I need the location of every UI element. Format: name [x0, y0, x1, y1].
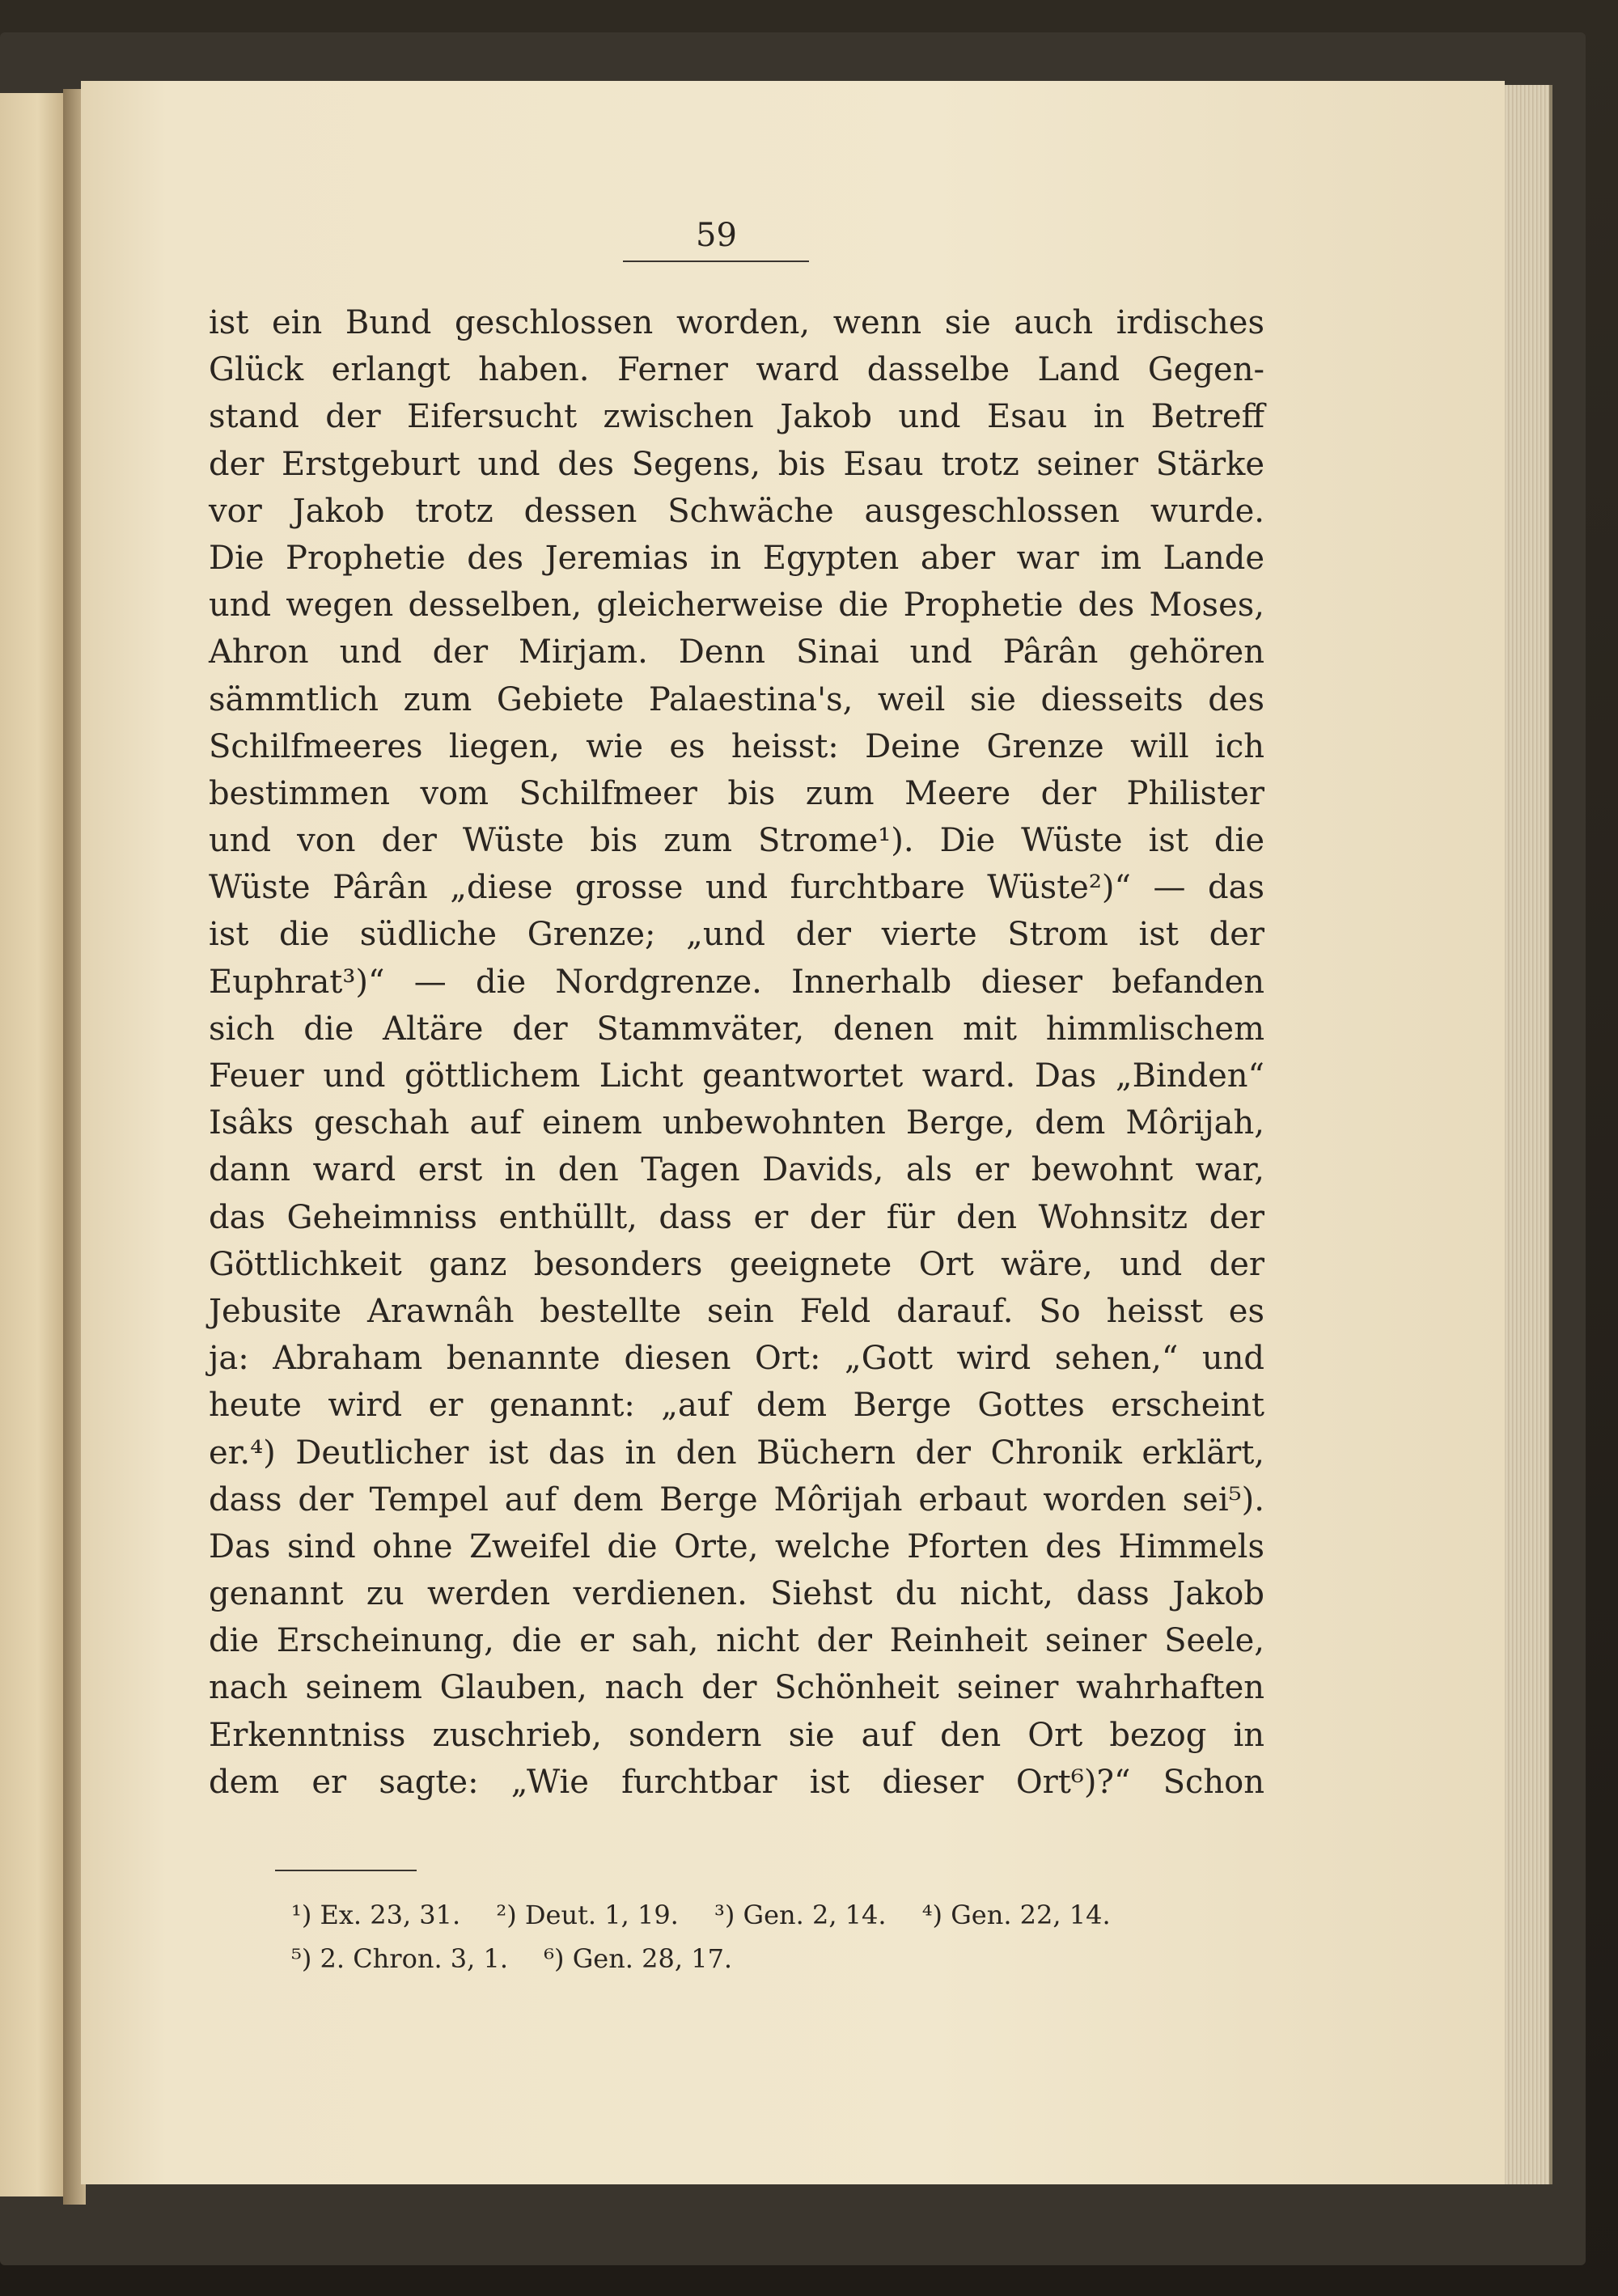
text-line: vor Jakob trotz dessen Schwäche ausgeschlossen wurde. — [209, 492, 1264, 530]
text-line: ist die südliche Grenze; „und der vierte Strom ist der — [209, 916, 1264, 954]
text-line: sämmtlich zum Gebiete Palaestina's, weil sie diesseits des — [209, 680, 1264, 718]
body-text — [209, 299, 1264, 1806]
text-line: Göttlichkeit ganz besonders geeignete Ort wäre, und der — [209, 1245, 1264, 1283]
text-line: Schilfmeeres liegen, wie es heisst: Deine Grenze will ich — [209, 727, 1264, 765]
text-line: Wüste Pârân „diese grosse und furchtbare Wüste²)“ — das — [209, 869, 1264, 907]
footnote: ⁴) Gen. 22, 14. — [921, 1900, 1111, 1930]
text-line: das Geheimniss enthüllt, dass er der für den Wohnsitz der — [209, 1198, 1264, 1236]
text-line: Glück erlangt haben. Ferner ward dasselbe Land Gegen- — [209, 351, 1264, 389]
text-line: dass der Tempel auf dem Berge Môrijah erbaut worden sei⁵). — [209, 1481, 1264, 1519]
text-line: ist ein Bund geschlossen worden, wenn sie auch irdisches — [209, 304, 1264, 341]
text-line: genannt zu werden verdienen. Siehst du nicht, dass Jakob — [209, 1575, 1264, 1613]
text-line: der Erstgeburt und des Segens, bis Esau trotz seiner Stärke — [209, 445, 1264, 483]
text-line: Feuer und göttlichem Licht geantwortet ward. Das „Binden“ — [209, 1057, 1264, 1095]
footnote: ⁵) 2. Chron. 3, 1. — [291, 1943, 509, 1974]
text-line: dem er sagte: „Wie furchtbar ist dieser Ort⁶)?“ Schon — [209, 1763, 1264, 1801]
text-line: Jebusite Arawnâh bestellte sein Feld darauf. So heisst es — [209, 1292, 1264, 1330]
text-line: er.⁴) Deutlicher ist das in den Büchern der Chronik erklärt, — [209, 1434, 1264, 1472]
text-line: die Erscheinung, die er sah, nicht der Reinheit seiner Seele, — [209, 1622, 1264, 1660]
text-line: dann ward erst in den Tagen Davids, als er bewohnt war, — [209, 1151, 1264, 1189]
footnote: ⁶) Gen. 28, 17. — [544, 1943, 733, 1974]
footnote: ¹) Ex. 23, 31. — [291, 1900, 461, 1930]
text-line: Isâks geschah auf einem unbewohnten Berge, dem Môrijah, — [209, 1104, 1264, 1142]
footnote-line — [291, 1893, 1262, 1937]
footnote-rule — [275, 1870, 417, 1871]
text-line: Ahron und der Mirjam. Denn Sinai und Pârân gehören — [209, 633, 1264, 671]
text-line: sich die Altäre der Stammväter, denen mit himmlischem — [209, 1010, 1264, 1048]
footnote: ²) Deut. 1, 19. — [496, 1900, 679, 1930]
footnote-line — [291, 1937, 1262, 1980]
text-line: stand der Eifersucht zwischen Jakob und Esau in Betreff — [209, 398, 1264, 436]
text-line: Die Prophetie des Jeremias in Egypten aber war im Lande — [209, 539, 1264, 577]
text-line: Das sind ohne Zweifel die Orte, welche Pforten des Himmels — [209, 1527, 1264, 1565]
header-rule — [623, 261, 809, 262]
text-line: ja: Abraham benannte diesen Ort: „Gott wird sehen,“ und — [209, 1340, 1264, 1378]
page-fore-edge — [1505, 85, 1552, 2184]
page-number: 59 — [696, 217, 737, 254]
text-line: nach seinem Glauben, nach der Schönheit seiner wahrhaften — [209, 1669, 1264, 1707]
footnotes — [291, 1893, 1262, 1980]
text-line: bestimmen vom Schilfmeer bis zum Meere der Philister — [209, 774, 1264, 812]
footnote: ³) Gen. 2, 14. — [714, 1900, 887, 1930]
text-line: und von der Wüste bis zum Strome¹). Die Wüste ist die — [209, 822, 1264, 860]
text-line: Erkenntniss zuschrieb, sondern sie auf den Ort bezog in — [209, 1716, 1264, 1754]
text-line: Euphrat³)“ — die Nordgrenze. Innerhalb dieser befanden — [209, 963, 1264, 1001]
text-line: und wegen desselben, gleicherweise die Prophetie des Moses, — [209, 587, 1264, 625]
left-page-edge — [0, 93, 66, 2196]
text-line: heute wird er genannt: „auf dem Berge Gottes erscheint — [209, 1387, 1264, 1425]
